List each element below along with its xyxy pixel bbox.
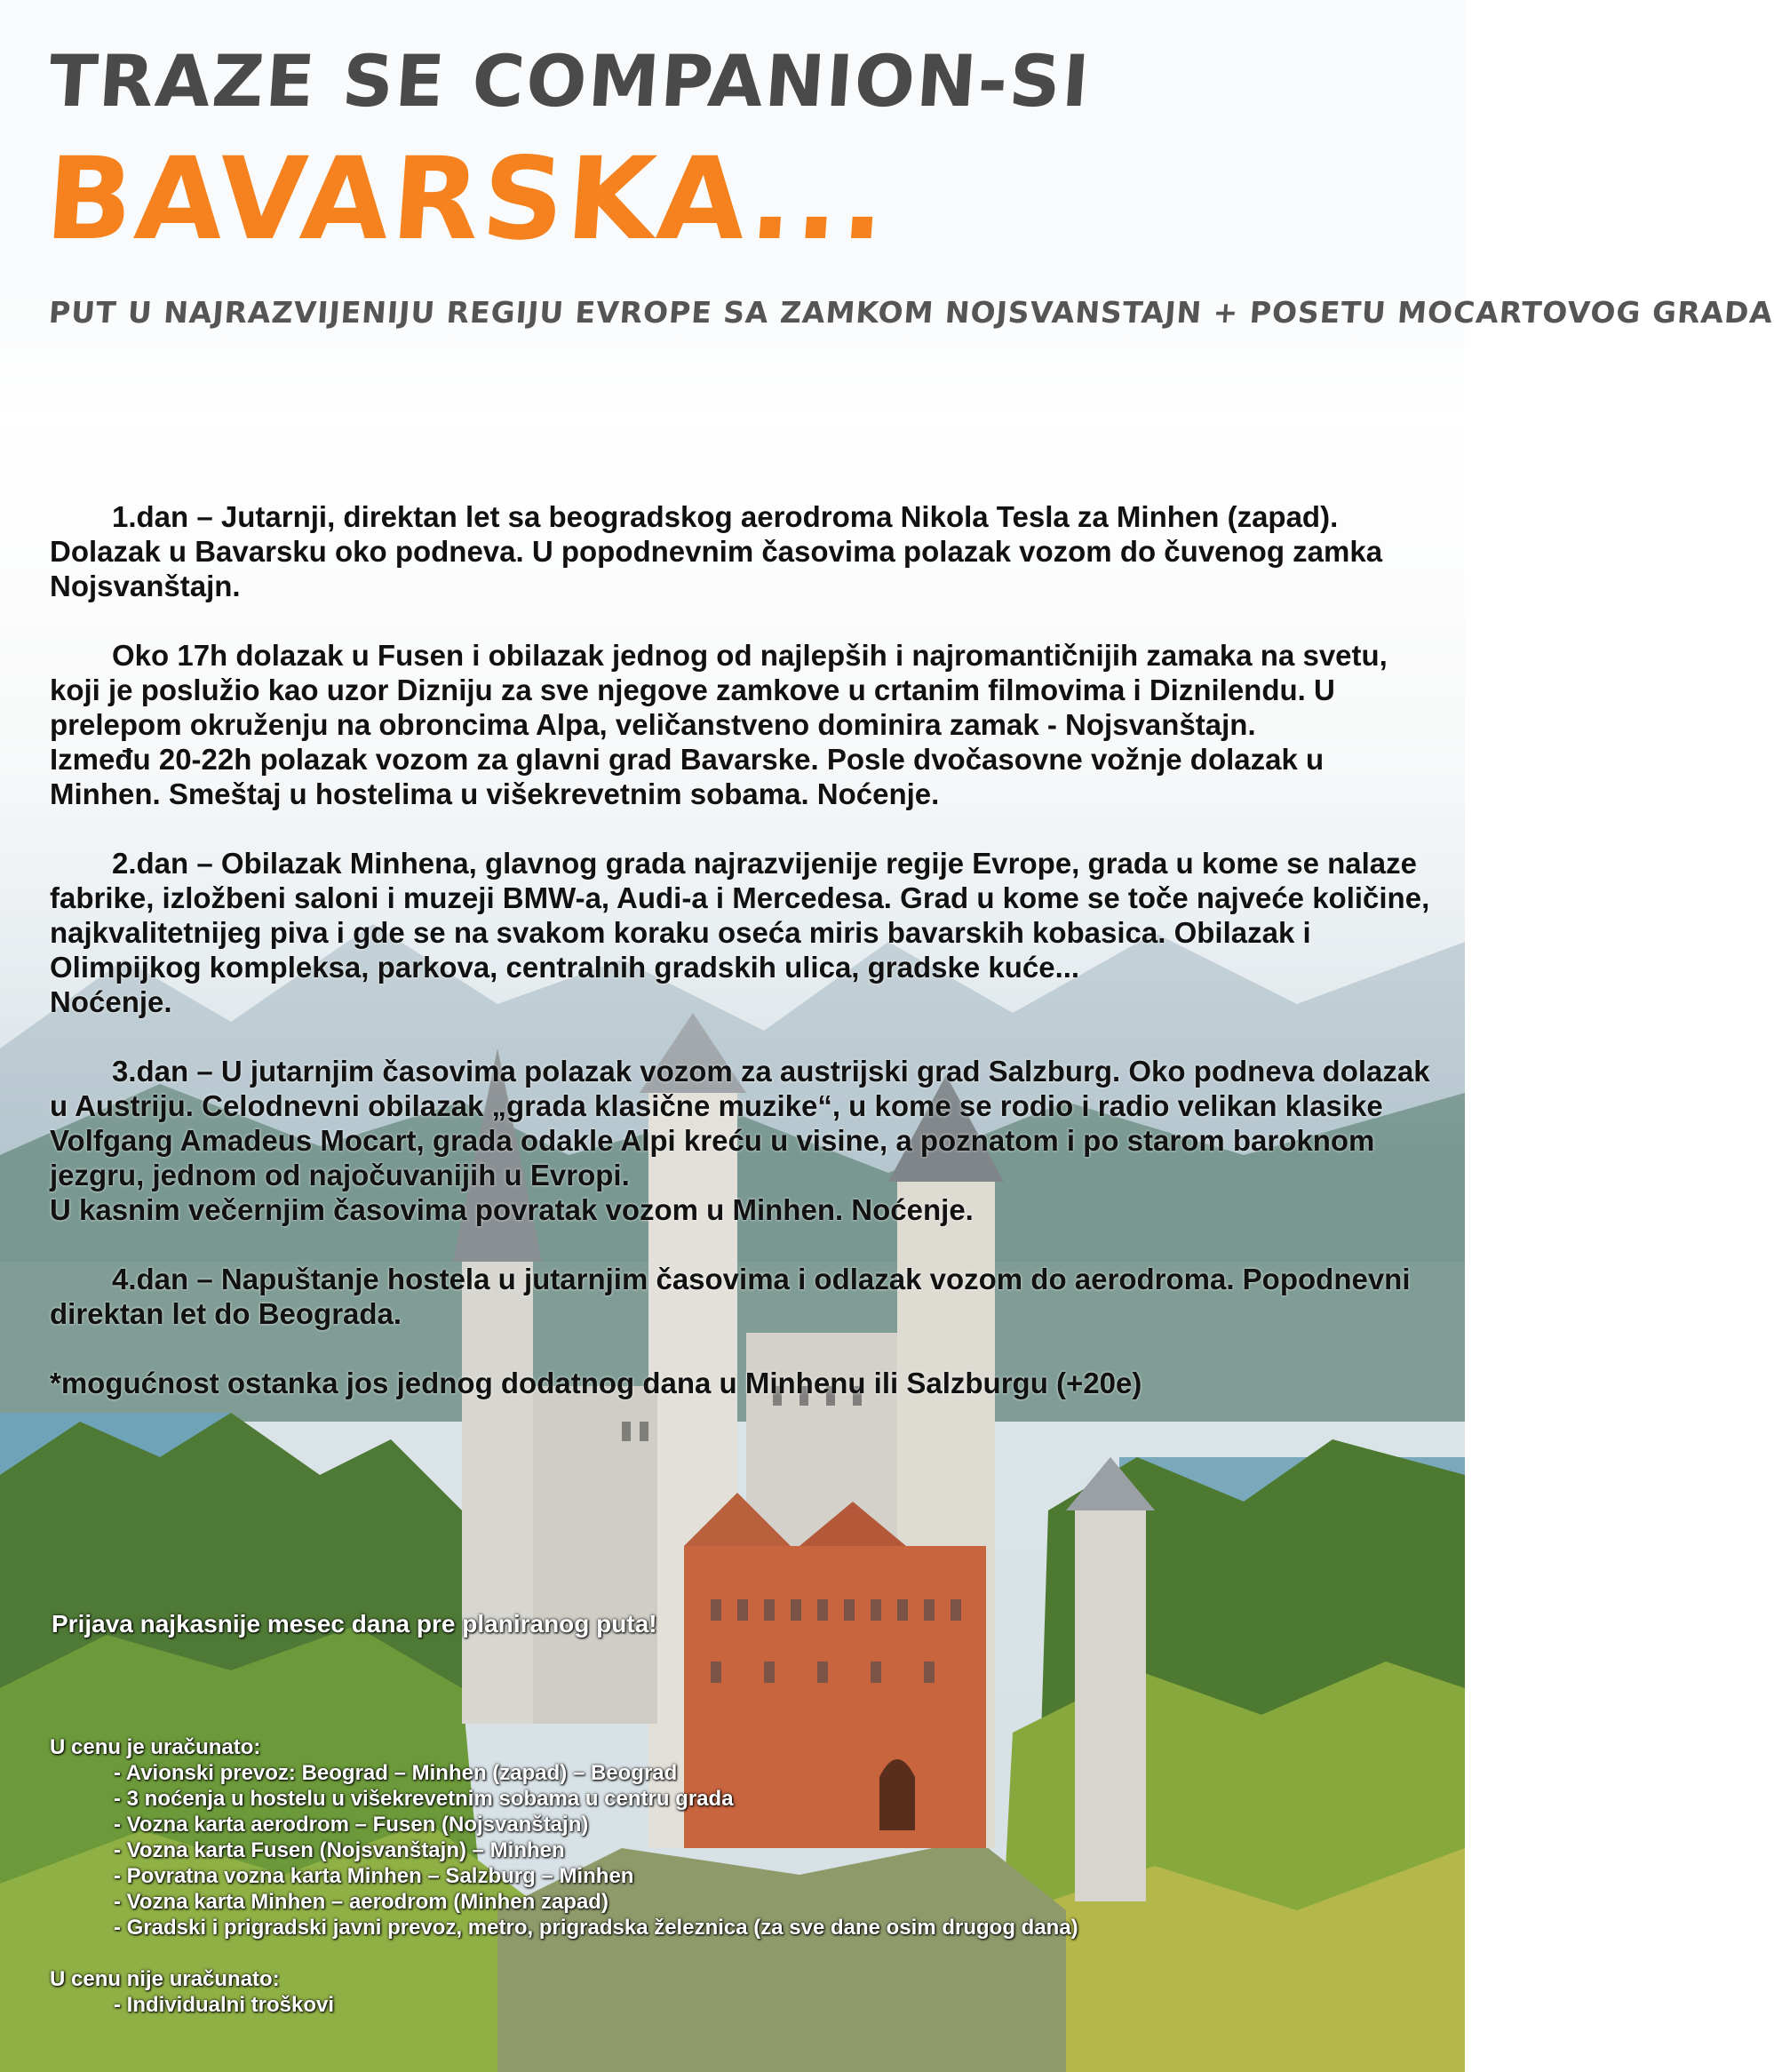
itinerary-day-text: 3.dan – U jutarnjim časovima polazak vozom za austrijski grad Salzburg. Oko podneva dolazak u Austriju. Celodnevni obilazak „grada klasične muzike“, u kome se rodio i radio velikan klasike Volfgang Amadeus Mocart, grada odakle Alpi kreću u visine, a poznatom i po starom baroknom jezgru, jednom od najočuvanijih u Evropi. U kasnim večernjim časovima povratak vozom u Minhen. Noćenje. [50,1055,1430,1226]
itinerary-day [50,1262,1436,1331]
included-heading: U cenu je uračunato: [50,1735,261,1759]
itinerary-day-text: 2.dan – Obilazak Minhena, glavnog grada najrazvijenije regije Evrope, grada u kome se nalaze fabrike, izložbeni saloni i muzeji BMW-a, Audi-a i Mercedesa. Grad u kome se toče najveće količine, najkvalitetnijeg piva i gde se na svakom koraku oseća miris bavarskih kobasica. Obilazak i Olimpijkog kompleksa, parkova, centralnih gradskih ulica, gradske kuće... Noćenje. [50,847,1430,1018]
itinerary-day-text: 4.dan – Napuštanje hostela u jutarnjim časovima i odlazak vozom do aerodroma. Popodnevni direktan let do Beograda. [50,1263,1411,1330]
included-item: - Gradski i prigradski javni prevoz, metro, prigradska železnica (za sve dane osim drugog dana) [114,1916,1078,1940]
itinerary-day [50,499,1436,603]
itinerary-day [50,846,1436,1019]
included-item: - 3 noćenja u hostelu u višekrevetnim sobama u centru grada [114,1787,734,1811]
included-item: - Avionski prevoz: Beograd – Minhen (zapad) – Beograd [114,1761,678,1785]
itinerary-day [50,638,1436,811]
included-item: - Vozna karta aerodrom – Fusen (Nojsvanštajn) [114,1813,589,1837]
included-item: - Vozna karta Minhen – aerodrom (Minhen zapad) [114,1890,609,1914]
registration-notice: Prijava najkasnije mesec dana pre planiranog puta! [52,1610,657,1638]
itinerary-day-text: Oko 17h dolazak u Fusen i obilazak jednog od najlepših i najromantičnijih zamaka na svetu, koji je poslužio kao uzor Dizniju za sve njegove zamkove u crtanim filmovima i Diznilendu. U prelepom okruženju na obroncima Alpa, veličanstveno dominira zamak - Nojsvanštajn. Između 20-22h polazak vozom za glavni grad Bavarske. Posle dvočasovne vožnje dolazak u Minhen. Smeštaj u hostelima u višekrevetnim sobama. Noćenje. [50,639,1388,810]
header-main-title: BAVARSKA... [41,133,893,266]
itinerary-day-text: 1.dan – Jutarnji, direktan let sa beogradskog aerodroma Nikola Tesla za Minhen (zapad). Dolazak u Bavarsku oko podneva. U popodnevnim časovima polazak vozom do čuvenog zamka Nojsvanštajn. [50,500,1383,602]
spacer [50,1941,1078,1966]
header-title: TRAZE SE COMPANION-SI [45,40,1094,123]
included-item: - Povratna vozna karta Minhen – Salzburg – Minhen [114,1864,634,1888]
extra-day-note: *mogućnost ostanka jos jednog dodatnog dana u Minhenu ili Salzburgu (+20e) [50,1367,1142,1399]
itinerary [50,499,1436,1435]
not-included-item: - Individualni troškovi [114,1993,335,2017]
price-info [50,1734,1078,2018]
header-subtitle: PUT U NAJRAZVIJENIJU REGIJU EVROPE SA ZAMKOM NOJSVANSTAJN + POSETU MOCARTOVOG GRADA [47,295,1774,330]
not-included-heading: U cenu nije uračunato: [50,1967,280,1991]
included-item: - Vozna karta Fusen (Nojsvanštajn) – Minhen [114,1838,565,1862]
itinerary-day [50,1054,1436,1227]
